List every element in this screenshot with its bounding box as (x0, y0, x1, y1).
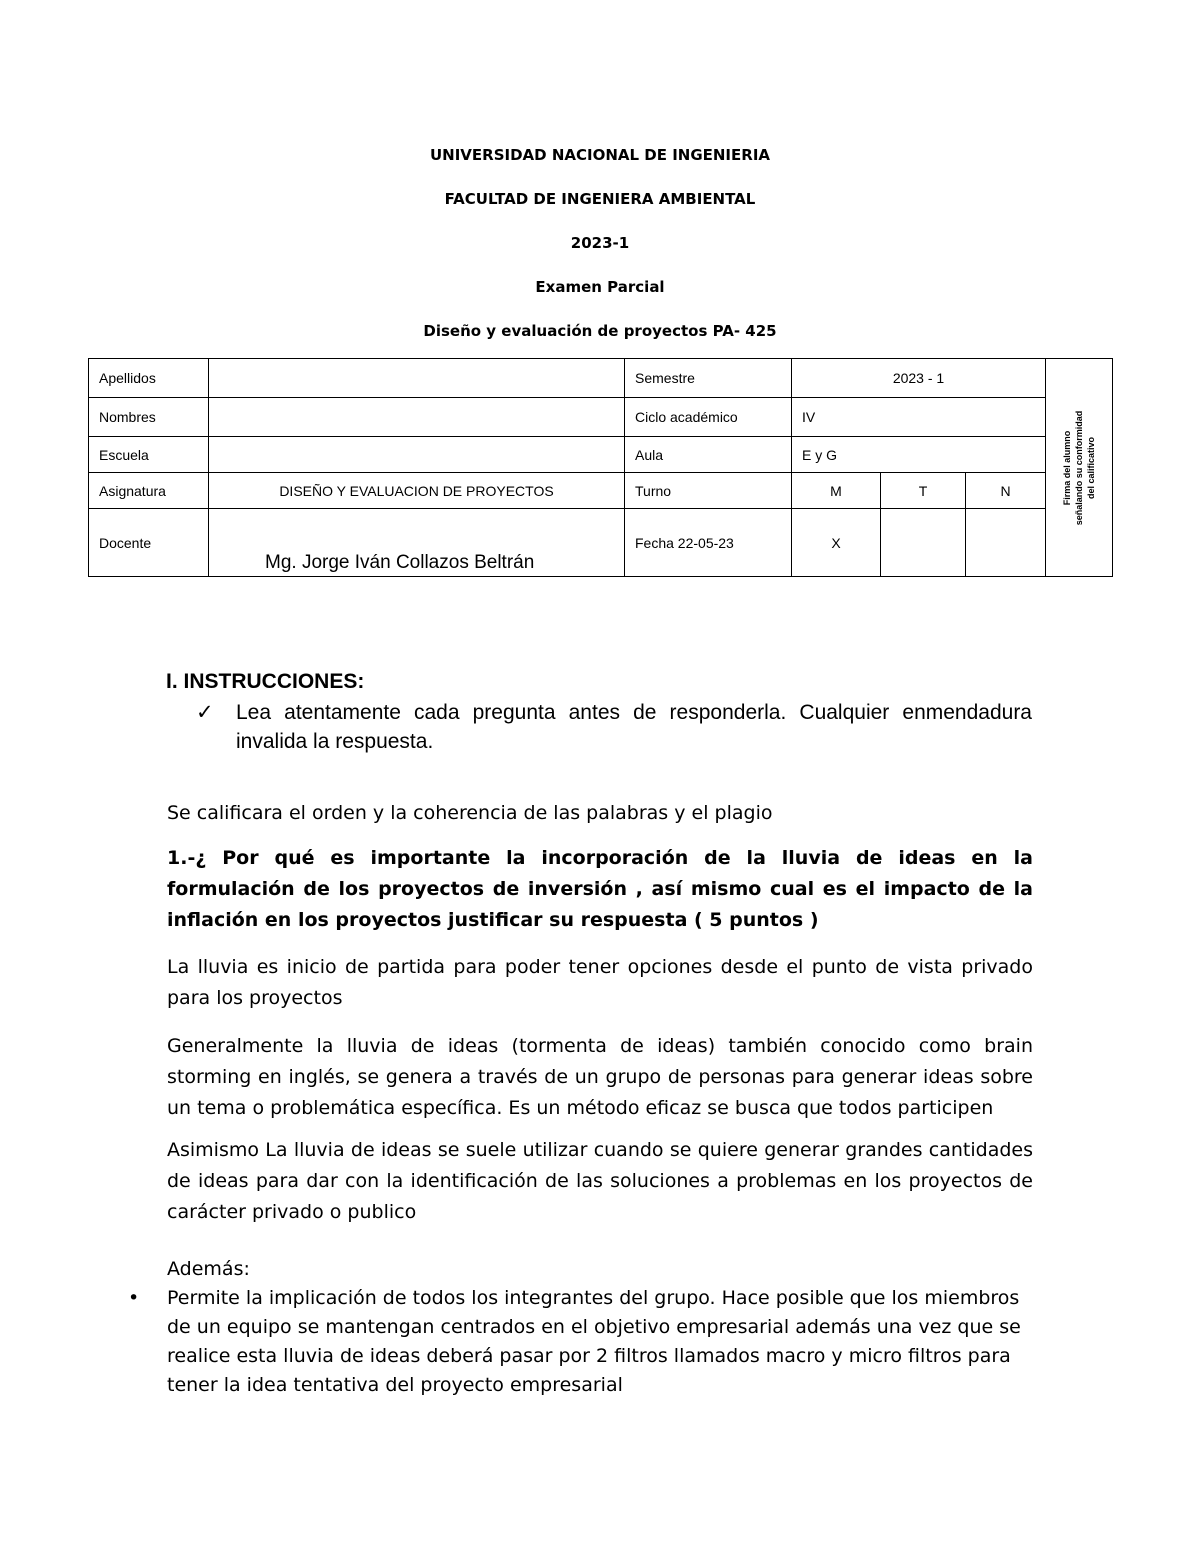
docente-value: Mg. Jorge Iván Collazos Beltrán (209, 509, 625, 577)
ciclo-label: Ciclo académico (625, 398, 792, 437)
list-item (128, 1284, 1033, 1400)
turno-m: M (792, 473, 881, 509)
signature-box[interactable] (1046, 359, 1113, 577)
instruction-text: Lea atentamente cada pregunta antes de responderla. Cualquier enmendadura invalida la respuesta. (236, 701, 1032, 753)
grading-note: Se calificara el orden y la coherencia de las palabras y el plagio (167, 802, 773, 824)
semestre-label: Semestre (625, 359, 792, 398)
signature-caption: Firma del alumno señalando su conformidad del calificativo (1062, 410, 1096, 525)
course-title: Diseño y evaluación de proyectos PA- 425 (423, 322, 777, 340)
faculty-name: FACULTAD DE INGENIERA AMBIENTAL (444, 190, 756, 208)
university-name: UNIVERSIDAD NACIONAL DE INGENIERIA (429, 146, 771, 164)
ciclo-value: IV (792, 398, 1046, 437)
asignatura-value: DISEÑO Y EVALUACION DE PROYECTOS (209, 473, 625, 509)
fecha-mark-t[interactable] (881, 509, 966, 577)
fecha-mark-n[interactable] (966, 509, 1046, 577)
escuela-label: Escuela (89, 437, 209, 473)
exam-type: Examen Parcial (535, 278, 665, 296)
ademas-heading: Además: (167, 1258, 250, 1280)
nombres-label: Nombres (89, 398, 209, 437)
semestre-value: 2023 - 1 (792, 359, 1046, 398)
aula-label: Aula (625, 437, 792, 473)
turno-n: N (966, 473, 1046, 509)
apellidos-field[interactable] (209, 359, 625, 398)
student-info-table (88, 358, 1113, 577)
bullet-icon: • (128, 1287, 140, 1309)
fecha-mark-m: X (792, 509, 881, 577)
academic-period: 2023-1 (570, 234, 630, 252)
fecha-label: Fecha 22-05-23 (625, 509, 792, 577)
nombres-field[interactable] (209, 398, 625, 437)
escuela-field[interactable] (209, 437, 625, 473)
answer-paragraph-2: Generalmente la lluvia de ideas (tormenta de ideas) también conocido como brain storming en inglés, se genera a través de un grupo de personas para generar ideas sobre un tema o problemática específica. Es un método eficaz se busca que todos participen (167, 1035, 1033, 1119)
turno-t: T (881, 473, 966, 509)
answer-paragraph-3: Asimismo La lluvia de ideas se suele utilizar cuando se quiere generar grandes cantidades de ideas para dar con la identificación de las soluciones a problemas en los proyectos de carácter privado o publico (167, 1139, 1033, 1223)
answer-paragraph-1: La lluvia es inicio de partida para poder tener opciones desde el punto de vista privado para los proyectos (167, 956, 1033, 1009)
instructions-title: I. INSTRUCCIONES: (166, 670, 365, 693)
apellidos-label: Apellidos (89, 359, 209, 398)
checkmark-icon: ✓ (196, 701, 214, 724)
asignatura-label: Asignatura (89, 473, 209, 509)
docente-label: Docente (89, 509, 209, 577)
instruction-item (196, 698, 1032, 756)
bullet-text: Permite la implicación de todos los integrantes del grupo. Hace posible que los miembros de un equipo se mantengan centrados en el objetivo empresarial además una vez que se realice esta lluvia de ideas deberá pasar por 2 filtros llamados macro y micro filtros para tener la idea tentativa del proyecto empresarial (167, 1287, 1021, 1396)
question-1: 1.-¿ Por qué es importante la incorporación de la lluvia de ideas en la formulación de los proyectos de inversión , así mismo cual es el impacto de la inflación en los proyectos justificar su respuesta ( 5 puntos ) (167, 847, 1033, 931)
turno-label: Turno (625, 473, 792, 509)
aula-value: E y G (792, 437, 1046, 473)
